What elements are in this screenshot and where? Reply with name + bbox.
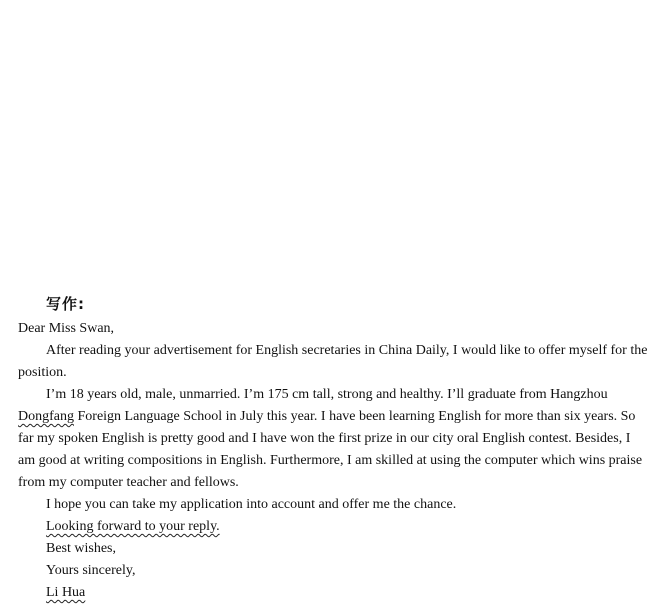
letter-greeting: Dear Miss Swan, xyxy=(18,321,115,336)
letter-paragraph-2-start: I’m 18 years old, male, unmarried. I’m 175 cm tall, strong and healthy. I’ll graduate from Hangzhou xyxy=(46,387,608,402)
closing-line-text: Looking forward to your reply. xyxy=(46,519,220,534)
letter-paragraph-1: After reading your advertisement for English secretaries in China Daily, I would like to offer myself for the position. xyxy=(18,343,648,380)
letter-paragraph-3: I hope you can take my application into account and offer me the chance. xyxy=(46,497,457,512)
section-heading: 写作: xyxy=(46,295,85,313)
letter-paragraph-2 xyxy=(18,384,648,494)
letter-paragraph-2-end: Foreign Language School in July this year. I have been learning English for more than six years. So far my spoken English is pretty good and I have won the first prize in our city oral English contest. Besides, I am good at writing compositions in English. Furthermore, I am skilled at using the computer which wins praise from my computer teacher and fellows. xyxy=(18,409,643,490)
letter-closing-line xyxy=(18,516,648,538)
letter-body xyxy=(18,318,648,604)
letter-wishes: Best wishes, xyxy=(46,541,116,556)
letter-sign-off: Yours sincerely, xyxy=(46,563,136,578)
letter-signature xyxy=(18,582,648,604)
spellcheck-underlined-word: Dongfang xyxy=(18,409,74,424)
signature-text: Li Hua xyxy=(46,585,86,600)
